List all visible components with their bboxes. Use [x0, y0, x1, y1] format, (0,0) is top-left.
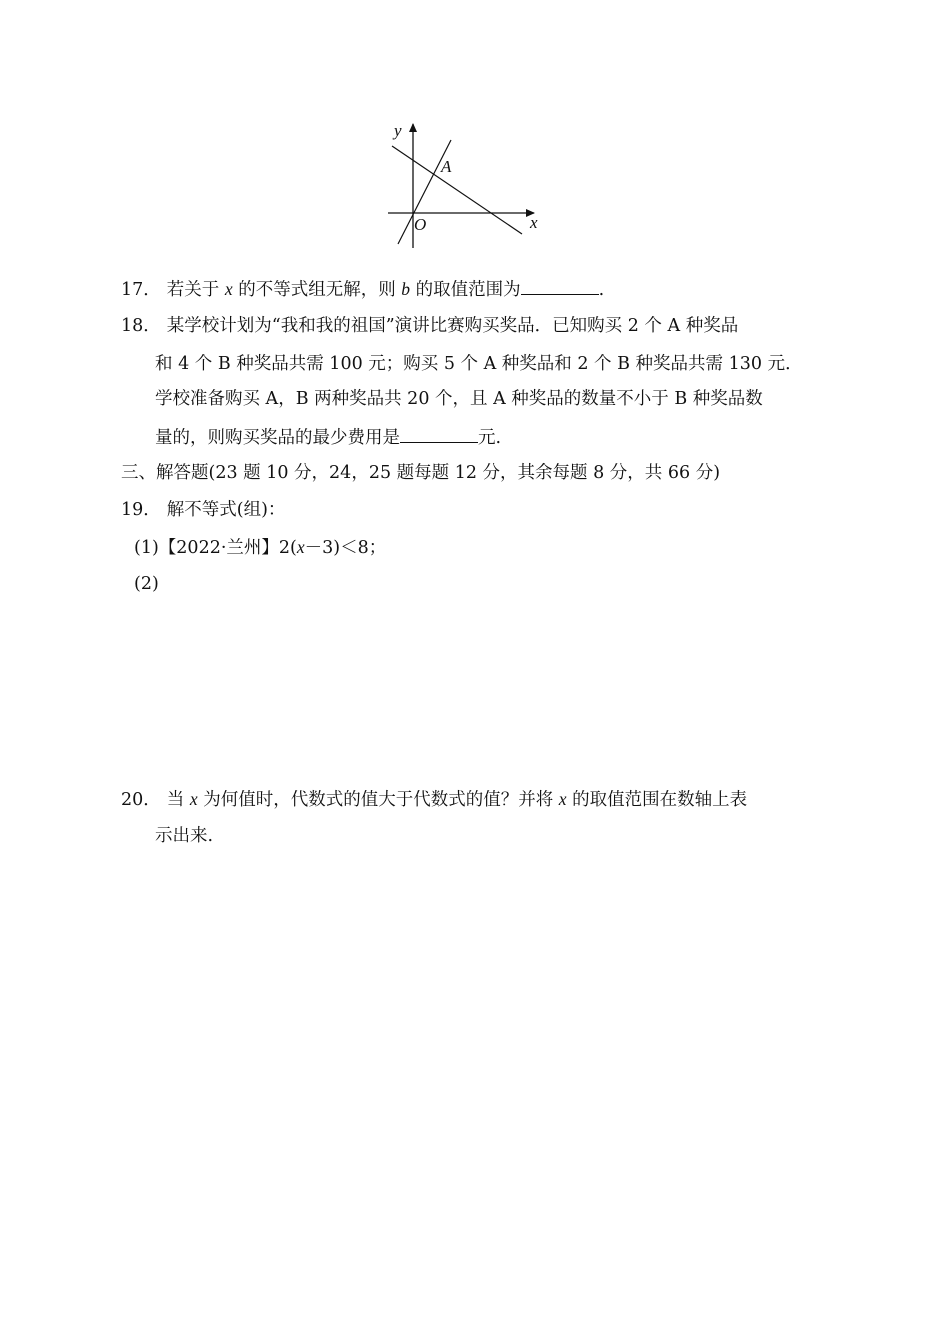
question-text: 的取值范围在数轴上表: [572, 790, 748, 810]
question-19-part-2: [134, 572, 159, 596]
origin-label: O: [414, 215, 427, 234]
question-text: 学校准备购买 A，B 两种奖品共 20 个，且 A 种奖品的数量不小于 B 种奖品数: [155, 389, 763, 409]
question-20: [121, 787, 747, 812]
variable-x: x: [558, 789, 567, 809]
part-text: 【2022·兰州】2(: [158, 538, 297, 558]
question-18: [121, 314, 738, 338]
decreasing-line: [392, 146, 522, 234]
question-text: 量的，则购买奖品的最少费用是: [155, 428, 400, 448]
question-number: 20．: [121, 790, 161, 810]
part-text: －3)＜8；: [304, 538, 387, 558]
question-text: .: [598, 280, 605, 300]
question-20-line-2: [155, 824, 213, 848]
question-number: 19．: [121, 500, 161, 520]
question-19-part-1: [134, 535, 386, 560]
coordinate-diagram: [384, 118, 548, 252]
question-number: 17．: [121, 280, 161, 300]
question-text: 示出来.: [155, 826, 214, 846]
question-18-line-3: [155, 387, 763, 411]
point-a-label: A: [441, 157, 452, 176]
question-text: 的不等式组无解，则: [238, 280, 396, 300]
question-text: 为何值时，代数式的值大于代数式的值？并将: [203, 790, 554, 810]
question-19: [121, 498, 285, 522]
section-title: 三、解答题(23 题 10 分，24，25 题每题 12 分，其余每题 8 分，共 66 分): [121, 463, 721, 483]
question-text: 若关于: [166, 280, 220, 300]
question-number: 18．: [121, 316, 161, 336]
question-text: 元.: [478, 428, 502, 448]
part-label: (1): [134, 538, 159, 558]
question-text: 和 4 个 B 种奖品共需 100 元；购买 5 个 A 种奖品和 2 个 B 种奖品共需 130 元．: [155, 354, 803, 374]
question-text: 当: [166, 790, 185, 810]
coordinate-figure: [384, 118, 548, 252]
question-18-line-2: [155, 352, 803, 376]
part-label: (2): [134, 574, 159, 594]
question-text: 解不等式(组)：: [166, 500, 286, 520]
section-3-heading: [121, 461, 720, 485]
question-text: 的取值范围为: [415, 280, 521, 300]
variable-b: b: [401, 279, 411, 299]
variable-x: x: [296, 537, 305, 557]
variable-x: x: [189, 789, 198, 809]
variable-x: x: [224, 279, 233, 299]
answer-blank: [521, 276, 599, 295]
question-18-line-4: [155, 424, 501, 450]
x-axis-label: x: [530, 213, 538, 232]
y-axis-label: y: [394, 121, 402, 140]
question-text: 某学校计划为“我和我的祖国”演讲比赛购买奖品．已知购买 2 个 A 种奖品: [166, 316, 739, 336]
question-17: [121, 276, 604, 302]
answer-blank: [400, 424, 478, 443]
